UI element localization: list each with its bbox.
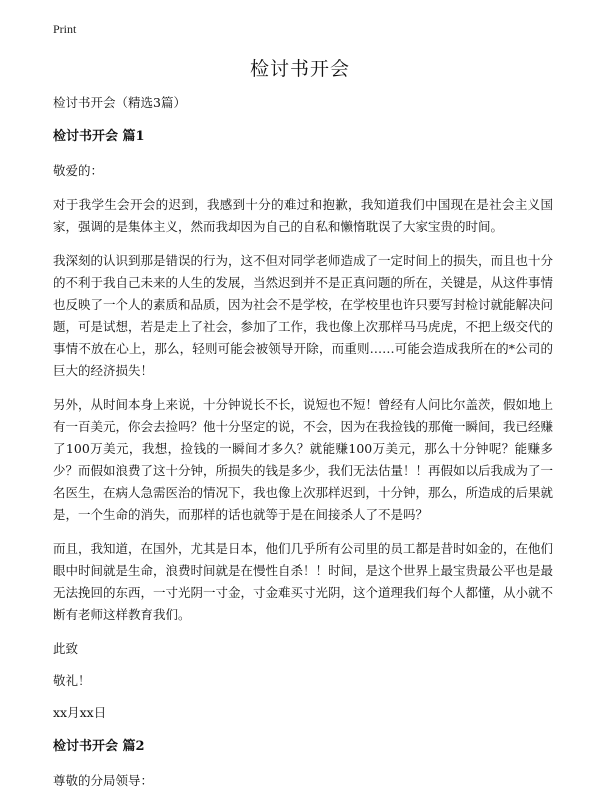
- section-1-paragraph-3: 另外，从时间本身上来说，十分钟说长不长，说短也不短！曾经有人问比尔盖茨，假如地上有一百美元，你会去捡吗？他十分坚定的说，不会，因为在我捡钱的那俺一瞬间，我已经赚了100万美元，我想，捡钱的一瞬间才多久？就能赚100万美元，那么十分钟呢？能赚多少？而假如浪费了这十分钟，所损失的钱是多少，我们无法估量！！再假如以后我成为了一名医生，在病人急需医治的情况下，我也像上次那样迟到，十分钟，那么，所造成的后果就是，一个生命的消失，而那样的话也就等于是在间接杀人了不是吗？: [53, 397, 554, 522]
- section-1-paragraph-4: 而且，我知道，在国外，尤其是日本，他们几乎所有公司里的员工都是昔时如金的，在他们眼中时间就是生命，浪费时间就是在慢性自杀！！时间，是这个世界上最宝贵最公平也是最无法挽回的东西，一寸光阴一寸金，寸金难买寸光阴，这个道理我们每个人都懂，从小就不断有老师这样教育我们。: [53, 541, 554, 622]
- section-1-heading: 检讨书开会 篇1: [53, 129, 145, 144]
- section-1-salutation: 敬爱的：: [53, 163, 104, 178]
- section-1-paragraph-2: 我深刻的认识到那是错误的行为，这不但对同学老师造成了一定时间上的损失，而且也十分的不利于我自己未来的人生的发展，当然迟到并不是正真问题的所在，关键是，从这件事情也反映了一个人的素质和品质，因为社会不是学校，在学校里也许只要写封检讨就能解决问题，可是试想，若是走上了社会，参加了工作，我也像上次那样马马虎虎，不把上级交代的事情不放在心上，那么，轻则可能会被领导开除，而重则……可能会造成我所在的*公司的巨大的经济损失！: [53, 253, 554, 378]
- document-title: 检讨书开会: [249, 58, 350, 80]
- section-1-closing-2: 敬礼！: [53, 673, 91, 688]
- section-1-paragraph-1: 对于我学生会开会的迟到，我感到十分的难过和抱歉，我知道我们中国现在是社会主义国家，强调的是集体主义，然而我却因为自己的自私和懒惰耽误了大家宝贵的时间。: [53, 197, 553, 234]
- section-1-date: xx月xx日: [53, 705, 107, 720]
- section-1-closing-1: 此致: [53, 641, 79, 656]
- document-body: [53, 92, 553, 804]
- print-link[interactable]: Print: [53, 22, 77, 36]
- section-2-heading: 检讨书开会 篇2: [53, 739, 145, 754]
- section-2-salutation: 尊敬的分局领导：: [53, 773, 154, 788]
- document-subtitle: 检讨书开会（精选3篇）: [53, 95, 186, 110]
